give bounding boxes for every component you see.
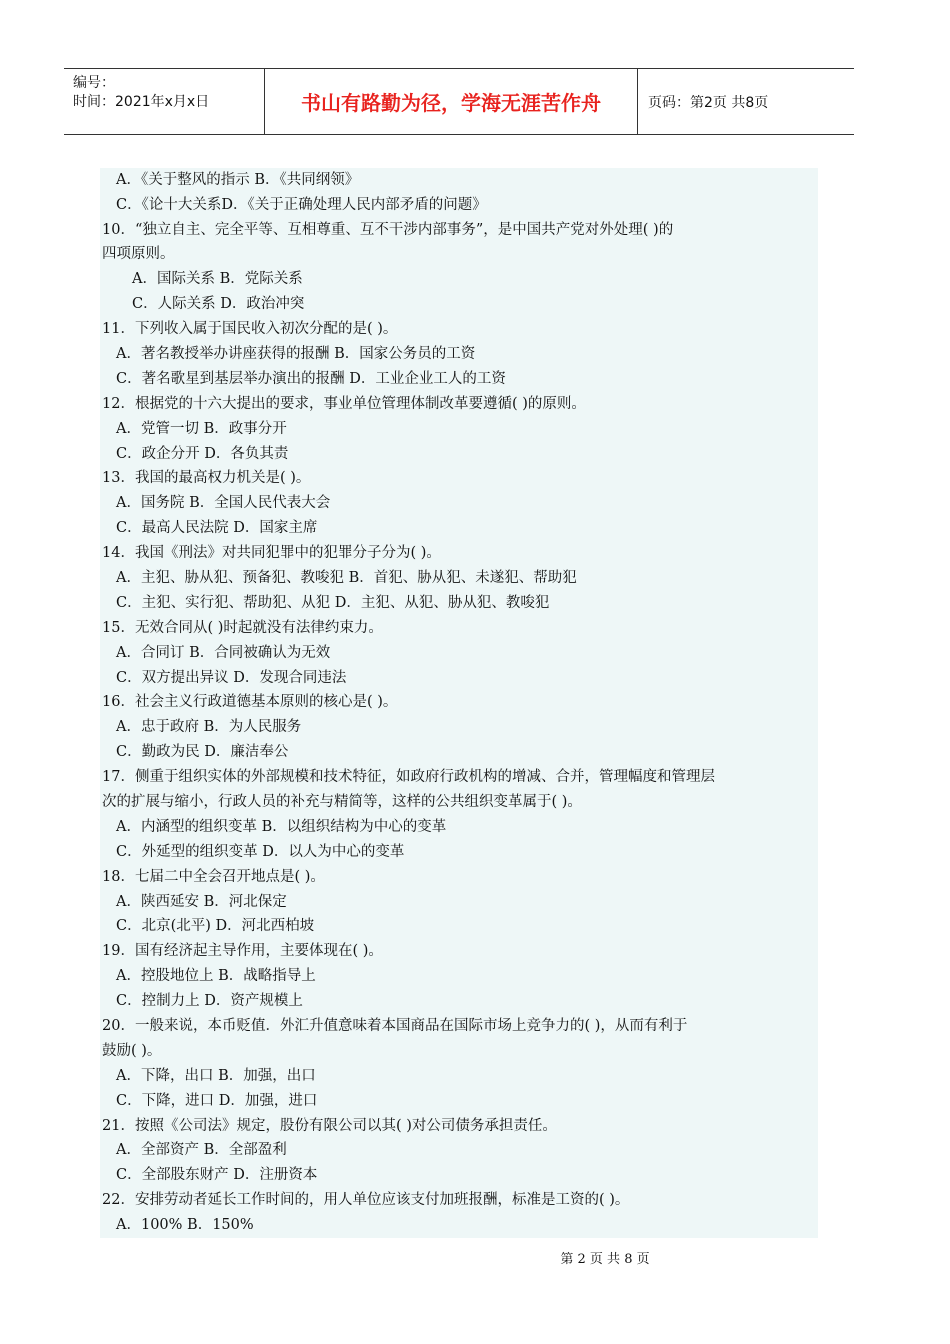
question-line: 12．根据党的十六大提出的要求，事业单位管理体制改革要遵循( )的原则。 bbox=[102, 396, 586, 412]
question-line: 19．国有经济起主导作用，主要体现在( )。 bbox=[102, 943, 383, 959]
option-line: A．下降，出口 B．加强，出口 bbox=[116, 1068, 316, 1084]
option-line: C．著名歌星到基层举办演出的报酬 D．工业企业工人的工资 bbox=[116, 371, 506, 387]
question-line: 11．下列收入属于国民收入初次分配的是( )。 bbox=[102, 321, 398, 337]
option-line: A．陕西延安 B．河北保定 bbox=[116, 894, 287, 910]
option-line: C．勤政为民 D．廉洁奉公 bbox=[116, 744, 289, 760]
option-line: C．下降，进口 D．加强，进口 bbox=[116, 1093, 318, 1109]
option-line: A．100% B．150% bbox=[116, 1217, 254, 1233]
option-line: A．忠于政府 B．为人民服务 bbox=[116, 719, 302, 735]
question-line: 15．无效合同从( )时起就没有法律约束力。 bbox=[102, 620, 383, 636]
question-content bbox=[100, 168, 818, 1238]
option-line: A．国务院 B．全国人民代表大会 bbox=[116, 495, 331, 511]
option-line: C．最高人民法院 D．国家主席 bbox=[116, 520, 318, 536]
option-line: C．控制力上 D．资产规模上 bbox=[116, 993, 303, 1009]
page-footer: 第 2 页 共 8 页 bbox=[560, 1252, 650, 1267]
text-line: A．《关于整风的指示 B．《共同纲领》 bbox=[116, 172, 360, 188]
option-line: C．外延型的组织变革 D．以人为中心的变革 bbox=[116, 844, 405, 860]
option-line: C．主犯、实行犯、帮助犯、从犯 D．主犯、从犯、胁从犯、教唆犯 bbox=[116, 595, 550, 611]
question-line: 14．我国《刑法》对共同犯罪中的犯罪分子分为( )。 bbox=[102, 545, 441, 561]
option-line: C．双方提出异议 D．发现合同违法 bbox=[116, 670, 347, 686]
time-label: 时间：2021年x月x日 bbox=[73, 94, 210, 110]
option-line: A．控股地位上 B．战略指导上 bbox=[116, 968, 316, 984]
question-line: 18．七届二中全会召开地点是( )。 bbox=[102, 869, 325, 885]
text-line: C．《论十大关系D．《关于正确处理人民内部矛盾的问题》 bbox=[116, 197, 487, 213]
option-line: C．政企分开 D．各负其责 bbox=[116, 446, 289, 462]
option-line: A．著名教授举办讲座获得的报酬 B．国家公务员的工资 bbox=[116, 346, 476, 362]
option-line: A．国际关系 B．党际关系 bbox=[132, 271, 303, 287]
option-line: C．人际关系 D．政治冲突 bbox=[132, 296, 305, 312]
question-line: 16．社会主义行政道德基本原则的核心是( )。 bbox=[102, 694, 398, 710]
question-line: 10．“独立自主、完全平等、互相尊重、互不干涉内部事务”，是中国共产党对外处理( )的 bbox=[102, 222, 674, 238]
option-line: A．党管一切 B．政事分开 bbox=[116, 421, 287, 437]
option-line: A．主犯、胁从犯、预备犯、教唆犯 B．首犯、胁从犯、未遂犯、帮助犯 bbox=[116, 570, 577, 586]
question-line: 次的扩展与缩小，行政人员的补充与精简等，这样的公共组织变革属于( )。 bbox=[102, 794, 582, 810]
page-header bbox=[64, 68, 854, 135]
question-line: 13．我国的最高权力机关是( )。 bbox=[102, 470, 311, 486]
question-line: 21．按照《公司法》规定，股份有限公司以其( )对公司债务承担责任。 bbox=[102, 1118, 557, 1134]
question-line: 20．一般来说，本币贬值．外汇升值意味着本国商品在国际市场上竞争力的( )，从而有利于 bbox=[102, 1018, 688, 1034]
number-label: 编号： bbox=[73, 75, 115, 91]
option-line: A．合同订 B．合同被确认为无效 bbox=[116, 645, 331, 661]
option-line: A．内涵型的组织变革 B．以组织结构为中心的变革 bbox=[116, 819, 447, 835]
option-line: C．全部股东财产 D．注册资本 bbox=[116, 1167, 318, 1183]
header-page-number: 页码：第2页 共8页 bbox=[648, 94, 769, 111]
question-line: 17．侧重于组织实体的外部规模和技术特征，如政府行政机构的增减、合并，管理幅度和管理层 bbox=[102, 769, 715, 785]
option-line: C．北京(北平) D．河北西柏坡 bbox=[116, 918, 315, 934]
option-line: A．全部资产 B．全部盈利 bbox=[116, 1142, 287, 1158]
header-meta bbox=[64, 69, 265, 134]
question-line: 四项原则。 bbox=[102, 246, 175, 262]
header-motto: 书山有路勤为径，学海无涯苦作舟 bbox=[265, 69, 638, 134]
question-line: 22．安排劳动者延长工作时间的，用人单位应该支付加班报酬，标准是工资的( )。 bbox=[102, 1192, 630, 1208]
question-line: 鼓励( )。 bbox=[102, 1043, 162, 1059]
